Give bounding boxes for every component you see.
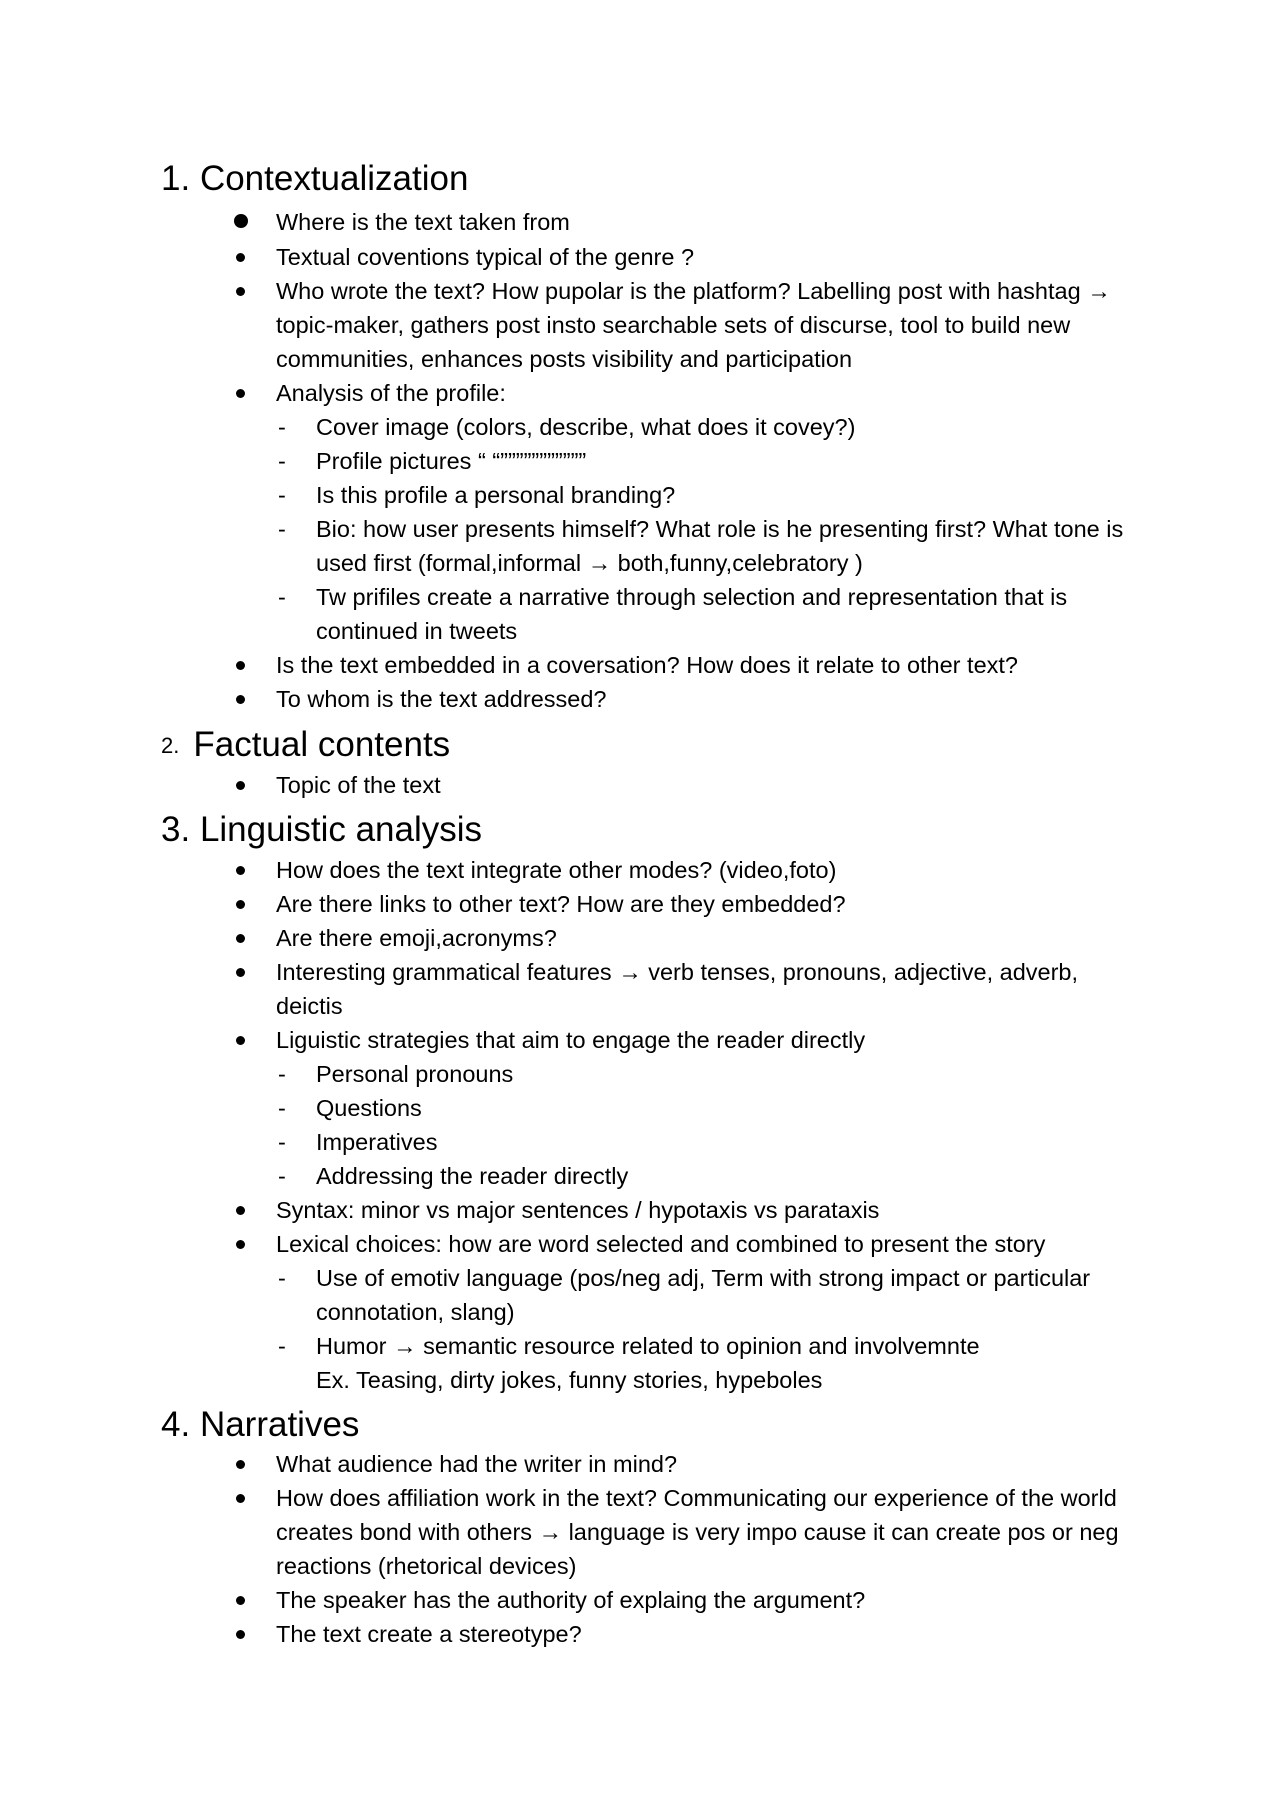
list-item-text: Is the text embedded in a coversation? How does it relate to other text? [276, 652, 1018, 678]
dash-marker: - [278, 1163, 286, 1189]
section-number: 2. [161, 733, 180, 758]
sub-item-text: Addressing the reader directly [316, 1163, 629, 1189]
bullet-icon [234, 214, 248, 228]
sub-item-text: Humor → semantic resource related to opinion and involvemnte [316, 1333, 980, 1359]
bullet-icon [236, 968, 245, 977]
section-number: 3. [161, 810, 191, 849]
list-item-text: Textual coventions typical of the genre ? [276, 244, 695, 270]
dash-marker: - [278, 1333, 286, 1359]
bullet-icon [236, 900, 245, 909]
list-item-text: What audience had the writer in mind? [276, 1451, 678, 1477]
section-title: Narratives [199, 1405, 360, 1444]
sub-item-text: Ex. Teasing, dirty jokes, funny stories, hypeboles [316, 1367, 823, 1393]
section-heading [161, 159, 468, 199]
section-heading [161, 810, 482, 850]
bullet-icon [236, 389, 245, 398]
sub-item-text: Imperatives [316, 1129, 438, 1155]
sub-item-text: Cover image (colors, describe, what does it covey?) [316, 414, 856, 440]
list-item-text: Are there emoji,acronyms? [276, 925, 557, 951]
sub-item-text: Tw prifiles create a narrative through selection and representation that is [316, 584, 1068, 610]
section-title: Factual contents [193, 725, 451, 764]
dash-marker: - [278, 414, 286, 440]
bullet-icon [236, 1596, 245, 1605]
sub-item-text: Profile pictures “ “””””””””””” [316, 448, 587, 474]
bullet-icon [236, 1460, 245, 1469]
sub-item-text: connotation, slang) [316, 1299, 515, 1325]
list-item-text: Lexical choices: how are word selected and combined to present the story [276, 1231, 1046, 1257]
dash-marker: - [278, 516, 286, 542]
sub-item-text: continued in tweets [316, 618, 518, 644]
bullet-icon [236, 1036, 245, 1045]
section-title: Linguistic analysis [199, 810, 483, 849]
dash-marker: - [278, 1061, 286, 1087]
dash-marker: - [278, 448, 286, 474]
bullet-icon [236, 287, 245, 296]
dash-marker: - [278, 482, 286, 508]
list-item-text: How does affiliation work in the text? Communicating our experience of the world [276, 1485, 1117, 1511]
sub-item-text: Use of emotiv language (pos/neg adj, Term with strong impact or particular [316, 1265, 1091, 1291]
list-item-text: Liguistic strategies that aim to engage the reader directly [276, 1027, 866, 1053]
list-item-text: communities, enhances posts visibility and participation [276, 346, 853, 372]
list-item-text: Topic of the text [276, 772, 441, 798]
bullet-icon [236, 1494, 245, 1503]
list-item-text: Syntax: minor vs major sentences / hypotaxis vs parataxis [276, 1197, 880, 1223]
list-item-text: The speaker has the authority of explaing the argument? [276, 1587, 866, 1613]
list-item-text: Who wrote the text? How pupolar is the platform? Labelling post with hashtag → [276, 278, 1111, 304]
bullet-icon [236, 253, 245, 262]
dash-marker: - [278, 1265, 286, 1291]
sub-item-text: Bio: how user presents himself? What role is he presenting first? What tone is [316, 516, 1124, 542]
list-item-text: The text create a stereotype? [276, 1621, 582, 1647]
list-item-text: Analysis of the profile: [276, 380, 506, 406]
list-item-text: deictis [276, 993, 343, 1019]
sub-item-text: Questions [316, 1095, 422, 1121]
sub-item-text: Personal pronouns [316, 1061, 514, 1087]
sub-item-text: used first (formal,informal → both,funny,celebratory ) [316, 550, 863, 576]
section-heading [161, 725, 450, 766]
section-title: Contextualization [199, 159, 469, 198]
list-item-text: creates bond with others → language is very impo cause it can create pos or neg [276, 1519, 1119, 1545]
list-item-text: Interesting grammatical features → verb tenses, pronouns, adjective, adverb, [276, 959, 1079, 985]
list-item-text: reactions (rhetorical devices) [276, 1553, 577, 1579]
dash-marker: - [278, 584, 286, 610]
section-number: 4. [161, 1405, 191, 1444]
bullet-icon [236, 695, 245, 704]
list-item-text: How does the text integrate other modes? (video,foto) [276, 857, 837, 883]
bullet-icon [236, 1206, 245, 1215]
section-number: 1. [161, 159, 191, 198]
dash-marker: - [278, 1129, 286, 1155]
list-item-text: Are there links to other text? How are they embedded? [276, 891, 846, 917]
bullet-icon [236, 934, 245, 943]
bullet-icon [236, 1240, 245, 1249]
dash-marker: - [278, 1095, 286, 1121]
list-item-text: To whom is the text addressed? [276, 686, 607, 712]
bullet-icon [236, 1630, 245, 1639]
list-item-text: topic-maker, gathers post insto searchable sets of discurse, tool to build new [276, 312, 1071, 338]
sub-item-text: Is this profile a personal branding? [316, 482, 676, 508]
list-item-text: Where is the text taken from [276, 209, 570, 235]
section-heading [161, 1405, 359, 1445]
bullet-icon [236, 781, 245, 790]
bullet-icon [236, 866, 245, 875]
bullet-icon [236, 661, 245, 670]
